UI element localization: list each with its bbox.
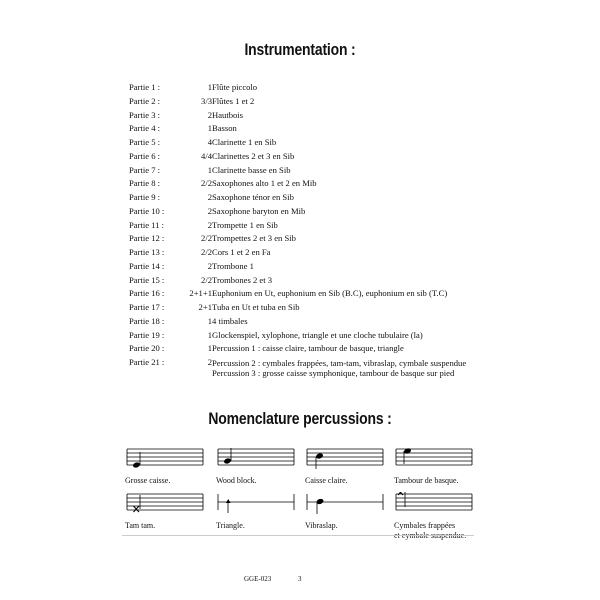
part-instrument: Percussion 1 : caisse claire, tambour de basque, triangle: [212, 343, 404, 354]
staff-icon: [305, 492, 385, 522]
part-instrument-line: Percussion 3 : grosse caisse symphonique, tambour de basque sur pied: [212, 368, 455, 378]
notation-wood-block: [216, 447, 296, 497]
percussion-label: [394, 521, 466, 540]
divider: [122, 535, 474, 536]
part-count: 4: [207, 137, 212, 147]
instrumentation-list: [0, 81, 600, 380]
part-count: 2+1: [198, 302, 212, 312]
staff-icon: [305, 447, 385, 477]
catalog-code: GGE-023: [244, 575, 272, 583]
part-label: Partie 16 :: [129, 288, 165, 299]
part-row: [0, 136, 600, 150]
part-label: Partie 15 :: [129, 274, 165, 285]
part-instrument: Clarinette basse en Sib: [212, 164, 291, 175]
part-row: [0, 301, 600, 315]
percussion-label: Wood block.: [216, 476, 257, 485]
part-label: Partie 9 :: [129, 192, 161, 202]
part-instrument: Saxophone ténor en Sib: [212, 192, 294, 202]
percussion-label-line: Cymbales frappées: [394, 521, 456, 530]
part-count: 1: [207, 164, 212, 175]
part-instrument: Flûtes 1 et 2: [212, 95, 255, 106]
notehead-icon: [223, 457, 231, 464]
percussion-label: Triangle.: [216, 521, 245, 530]
part-row: [0, 232, 600, 246]
notehead-icon: [315, 452, 323, 459]
part-instrument-line: Percussion 2 : cymbales frappées, tam-tam, vibraslap, cymbale suspendue: [212, 358, 467, 368]
notation-grosse-caisse: [125, 447, 205, 497]
part-count: 2/2: [201, 247, 212, 257]
percussion-label: Caisse claire.: [305, 476, 348, 485]
part-label: Partie 19 :: [129, 329, 165, 340]
notation-caisse-claire: [305, 447, 385, 497]
part-label: Partie 20 :: [129, 343, 165, 354]
part-label: Partie 3 :: [129, 109, 161, 120]
staff-icon: [216, 447, 296, 477]
notation-tambour-de-basque: [394, 447, 474, 497]
part-instrument: [212, 358, 466, 378]
part-label: Partie 12 :: [129, 233, 165, 244]
part-count: 1: [207, 329, 212, 340]
part-label: Partie 11 :: [129, 219, 165, 230]
part-row: [0, 122, 600, 136]
part-instrument: Saxophones alto 1 et 2 en Mib: [212, 178, 317, 189]
part-instrument: Cors 1 et 2 en Fa: [212, 247, 271, 257]
part-count: 2/2: [201, 233, 212, 244]
part-label: Partie 21 :: [129, 357, 165, 367]
part-instrument: Hautbois: [212, 109, 244, 120]
part-row: [0, 95, 600, 109]
part-row: [0, 205, 600, 219]
part-count: 2: [207, 357, 212, 367]
percussion-label-line: et cymbale suspendue.: [394, 530, 467, 540]
part-row: [0, 150, 600, 164]
part-instrument: Flûte piccolo: [212, 82, 258, 92]
x-notehead-icon: [398, 492, 403, 495]
part-instrument: Trompettes 2 et 3 en Sib: [212, 233, 296, 244]
percussion-label: Grosse caisse.: [125, 476, 171, 485]
part-instrument: Clarinettes 2 et 3 en Sib: [212, 150, 295, 161]
part-count: 1: [207, 315, 212, 326]
part-label: Partie 13 :: [129, 247, 165, 257]
part-row: [0, 191, 600, 205]
part-row: [0, 274, 600, 288]
part-count: 2: [207, 260, 212, 271]
part-label: Partie 8 :: [129, 178, 161, 189]
part-instrument: Trombones 2 et 3: [212, 274, 273, 285]
notehead-icon: [403, 447, 411, 454]
part-label: Partie 10 :: [129, 205, 165, 216]
part-count: 1: [207, 82, 212, 92]
part-count: 2: [207, 109, 212, 120]
percussion-title: Nomenclature percussions :: [208, 409, 392, 428]
notehead-icon: [132, 461, 140, 468]
page-number: 3: [298, 575, 302, 583]
part-row: [0, 246, 600, 260]
part-row: [0, 342, 600, 356]
part-instrument: Saxophone baryton en Mib: [212, 205, 306, 216]
part-label: Partie 14 :: [129, 260, 165, 271]
part-instrument: Trombone 1: [212, 260, 254, 271]
triangle-notehead-icon: [226, 499, 231, 503]
part-label: Partie 7 :: [129, 164, 161, 175]
part-count: 3/3: [201, 95, 212, 106]
part-instrument: Trompette 1 en Sib: [212, 219, 278, 230]
part-label: Partie 17 :: [129, 302, 165, 312]
part-row: [0, 164, 600, 178]
instrumentation-title: Instrumentation :: [244, 40, 356, 59]
part-count: 2/2: [201, 274, 212, 285]
staff-icon: [125, 492, 205, 522]
part-count: 2: [207, 205, 212, 216]
part-count: 2/2: [201, 178, 212, 189]
x-notehead-icon: [134, 506, 140, 512]
part-label: Partie 5 :: [129, 137, 161, 147]
part-count: 2+1+1: [189, 288, 212, 299]
part-instrument: 4 timbales: [212, 315, 248, 326]
part-instrument: Glockenspiel, xylophone, triangle et une cloche tubulaire (la): [212, 329, 423, 340]
part-row: [0, 260, 600, 274]
part-instrument: Euphonium en Ut, euphonium en Sib (B.C), euphonium en sib (T.C): [212, 288, 448, 299]
percussion-label: Tambour de basque.: [394, 476, 459, 485]
part-label: Partie 4 :: [129, 123, 161, 134]
percussion-label: Tam tam.: [125, 521, 156, 530]
part-row: [0, 329, 600, 343]
part-count: 1: [207, 123, 212, 134]
part-row: [0, 315, 600, 329]
part-label: Partie 2 :: [129, 95, 161, 106]
part-count: 4/4: [201, 150, 212, 161]
part-row: [0, 356, 600, 380]
part-label: Partie 1 :: [129, 82, 161, 92]
part-row: [0, 81, 600, 95]
percussion-label: Vibraslap.: [305, 521, 338, 530]
part-row: [0, 219, 600, 233]
part-label: Partie 18 :: [129, 315, 165, 326]
part-label: Partie 6 :: [129, 150, 161, 161]
part-instrument: Basson: [212, 123, 237, 134]
part-row: [0, 287, 600, 301]
part-instrument: Tuba en Ut et tuba en Sib: [212, 302, 300, 312]
part-count: 2: [207, 192, 212, 202]
part-count: 2: [207, 219, 212, 230]
staff-icon: [216, 492, 296, 522]
staff-icon: [394, 447, 474, 477]
part-instrument: Clarinette 1 en Sib: [212, 137, 277, 147]
part-row: [0, 109, 600, 123]
part-row: [0, 177, 600, 191]
staff-icon: [125, 447, 205, 477]
part-count: 1: [207, 343, 212, 354]
staff-icon: [394, 492, 474, 522]
